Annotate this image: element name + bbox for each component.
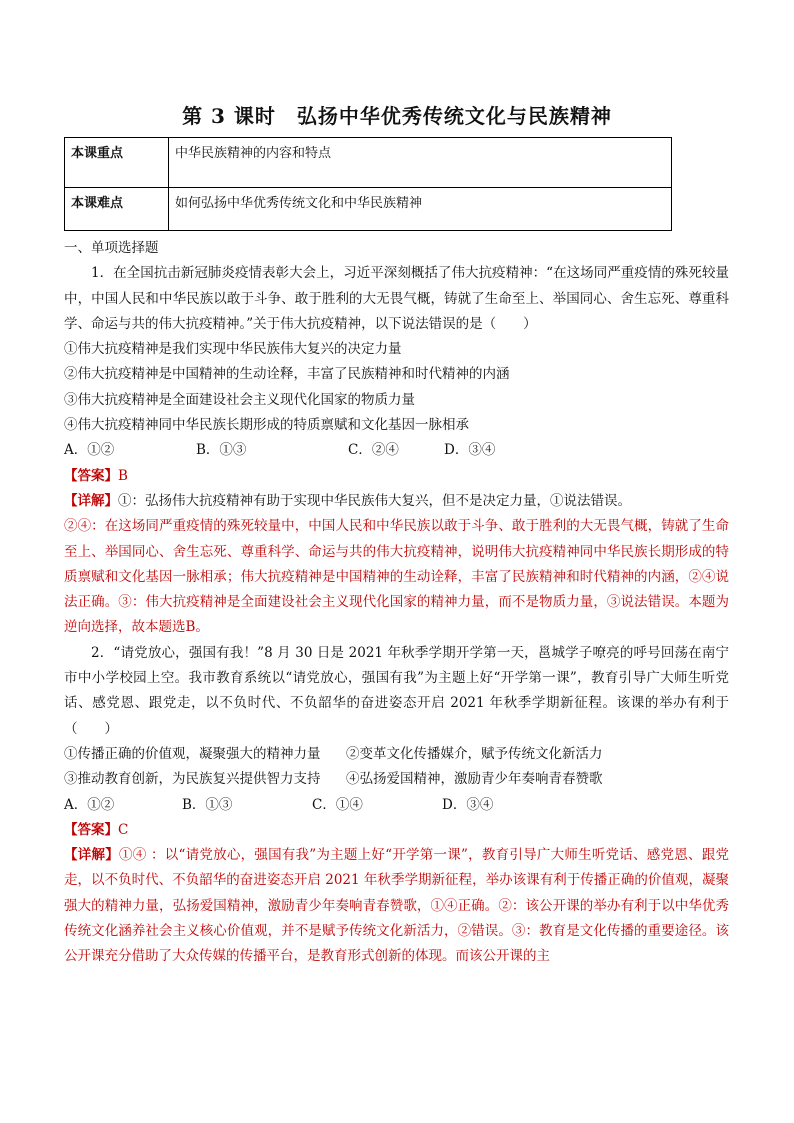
- question-1-item-4: ④伟大抗疫精神同中华民族长期形成的特质禀赋和文化基因一脉相承: [64, 417, 469, 434]
- question-2-option-a: A．①②: [64, 796, 115, 813]
- lesson-focus-table: [64, 137, 672, 231]
- question-1-options: [64, 438, 729, 463]
- question-2-option-d: D．③④: [442, 796, 494, 813]
- question-1-option-c: C．②④: [348, 442, 399, 459]
- question-2-item-4: ④弘扬爱国精神，激励青少年奏响青春赞歌: [346, 771, 603, 788]
- focus-difficulty-value: 如何弘扬中华优秀传统文化和中华民族精神: [169, 188, 672, 231]
- question-2-detail: ①④ ：以“请党放心，强国有我”为主题上好“开学第一课”，教育引导广大师生听党话、感党恩、跟党走，以不负时代、不负韶华的奋进姿态开启 2021 年秋季学期新征程，举办该课有利于传播正确的价值观，凝聚强大的精神力量，弘扬爱国精神，激励青少年奏响青春赞歌，①④正确。②：该公开课的举办有利于以中华优秀传统文化涵养社会主义核心价值观，并不是赋予传统文化新活力，②错误。③：教育是文化传播的重要途径。该公开课充分借助了大众传媒的传播平台，是教育形式创新的体现。而该公开课的主: [64, 847, 729, 965]
- question-2-items-row-1: [64, 742, 729, 767]
- question-1-option-a: A．①②: [64, 442, 115, 459]
- focus-difficulty-label: 本课难点: [65, 188, 169, 231]
- section-heading: 一、单项选择题: [64, 240, 159, 256]
- answer-tag: 【答案】: [64, 821, 118, 838]
- question-2-option-c: C．①④: [312, 796, 363, 813]
- answer-tag: 【答案】: [64, 467, 118, 484]
- focus-key-label: 本课重点: [65, 138, 169, 188]
- question-1-answer-value: B: [118, 467, 128, 484]
- question-1-detail-1: ①：弘扬伟大抗疫精神有助于实现中华民族伟大复兴，但不是决定力量，①说法错误。: [118, 492, 631, 509]
- focus-key-value: 中华民族精神的内容和特点: [169, 138, 672, 188]
- question-2-options: [64, 793, 729, 818]
- question-2-item-1: ①传播正确的价值观，凝聚强大的精神力量: [64, 745, 321, 762]
- question-1-option-b: B．①③: [196, 442, 247, 459]
- focus-row-difficulty: [65, 188, 672, 231]
- question-2-item-3: ③推动教育创新，为民族复兴提供智力支持: [64, 771, 321, 788]
- question-1-answer: [64, 464, 729, 489]
- focus-row-key-point: [65, 138, 672, 188]
- question-1-stem: 1．在全国抗击新冠肺炎疫情表彰大会上，习近平深刻概括了伟大抗疫精神：“在这场同严重疫情的殊死较量中，中国人民和中华民族以敢于斗争、敢于胜利的大无畏气概，铸就了生命至上、举国同心、舍生忘死、尊重科学、命运与共的伟大抗疫精神。”关于伟大抗疫精神，以下说法错误的是（ ）: [64, 265, 729, 332]
- question-2-detail-line: [64, 843, 729, 969]
- question-1-item-2: ②伟大抗疫精神是中国精神的生动诠释，丰富了民族精神和时代精神的内涵: [64, 366, 510, 383]
- detail-tag: 【详解】: [64, 847, 119, 864]
- document-body: [64, 236, 729, 970]
- question-2-option-b: B．①③: [182, 796, 233, 813]
- detail-tag: 【详解】: [64, 492, 118, 509]
- question-2-items-row-2: [64, 767, 729, 792]
- question-1-option-d: D．③④: [444, 442, 496, 459]
- question-1-detail-line: [64, 489, 729, 514]
- question-1-detail-2: ②④：在这场同严重疫情的殊死较量中，中国人民和中华民族以敢于斗争、敢于胜利的大无畏气概，铸就了生命至上、举国同心、舍生忘死、尊重科学、命运与共的伟大抗疫精神，说明伟大抗疫精神同中华民族长期形成的特质禀赋和文化基因一脉相承；伟大抗疫精神是中国精神的生动诠释，丰富了民族精神和时代精神的内涵，②④说法正确。③：伟大抗疫精神是全面建设社会主义现代化国家的精神力量，而不是物质力量，③说法错误。本题为逆向选择，故本题选B。: [64, 518, 729, 636]
- question-2-answer: [64, 818, 729, 843]
- question-2-stem: 2．“请党放心，强国有我！”8 月 30 日是 2021 年秋季学期开学第一天，邕城学子嘹亮的呼号回荡在南宁市中小学校园上空。我市教育系统以“请党放心，强国有我”为主题上好“开学第一课”，教育引导广大师生听党话、感党恩、跟党走，以不负时代、不负韶华的奋进姿态开启 2021 年秋季学期新征程。该课的举办有利于（ ）: [64, 644, 729, 737]
- question-2-item-2: ②变革文化传播媒介，赋予传统文化新活力: [346, 745, 603, 762]
- question-2-answer-value: C: [118, 821, 129, 838]
- lesson-title: 第 3 课时 弘扬中华优秀传统文化与民族精神: [182, 104, 612, 128]
- question-1-item-3: ③伟大抗疫精神是全面建设社会主义现代化国家的物质力量: [64, 391, 415, 408]
- question-1-item-1: ①伟大抗疫精神是我们实现中华民族伟大复兴的决定力量: [64, 341, 402, 358]
